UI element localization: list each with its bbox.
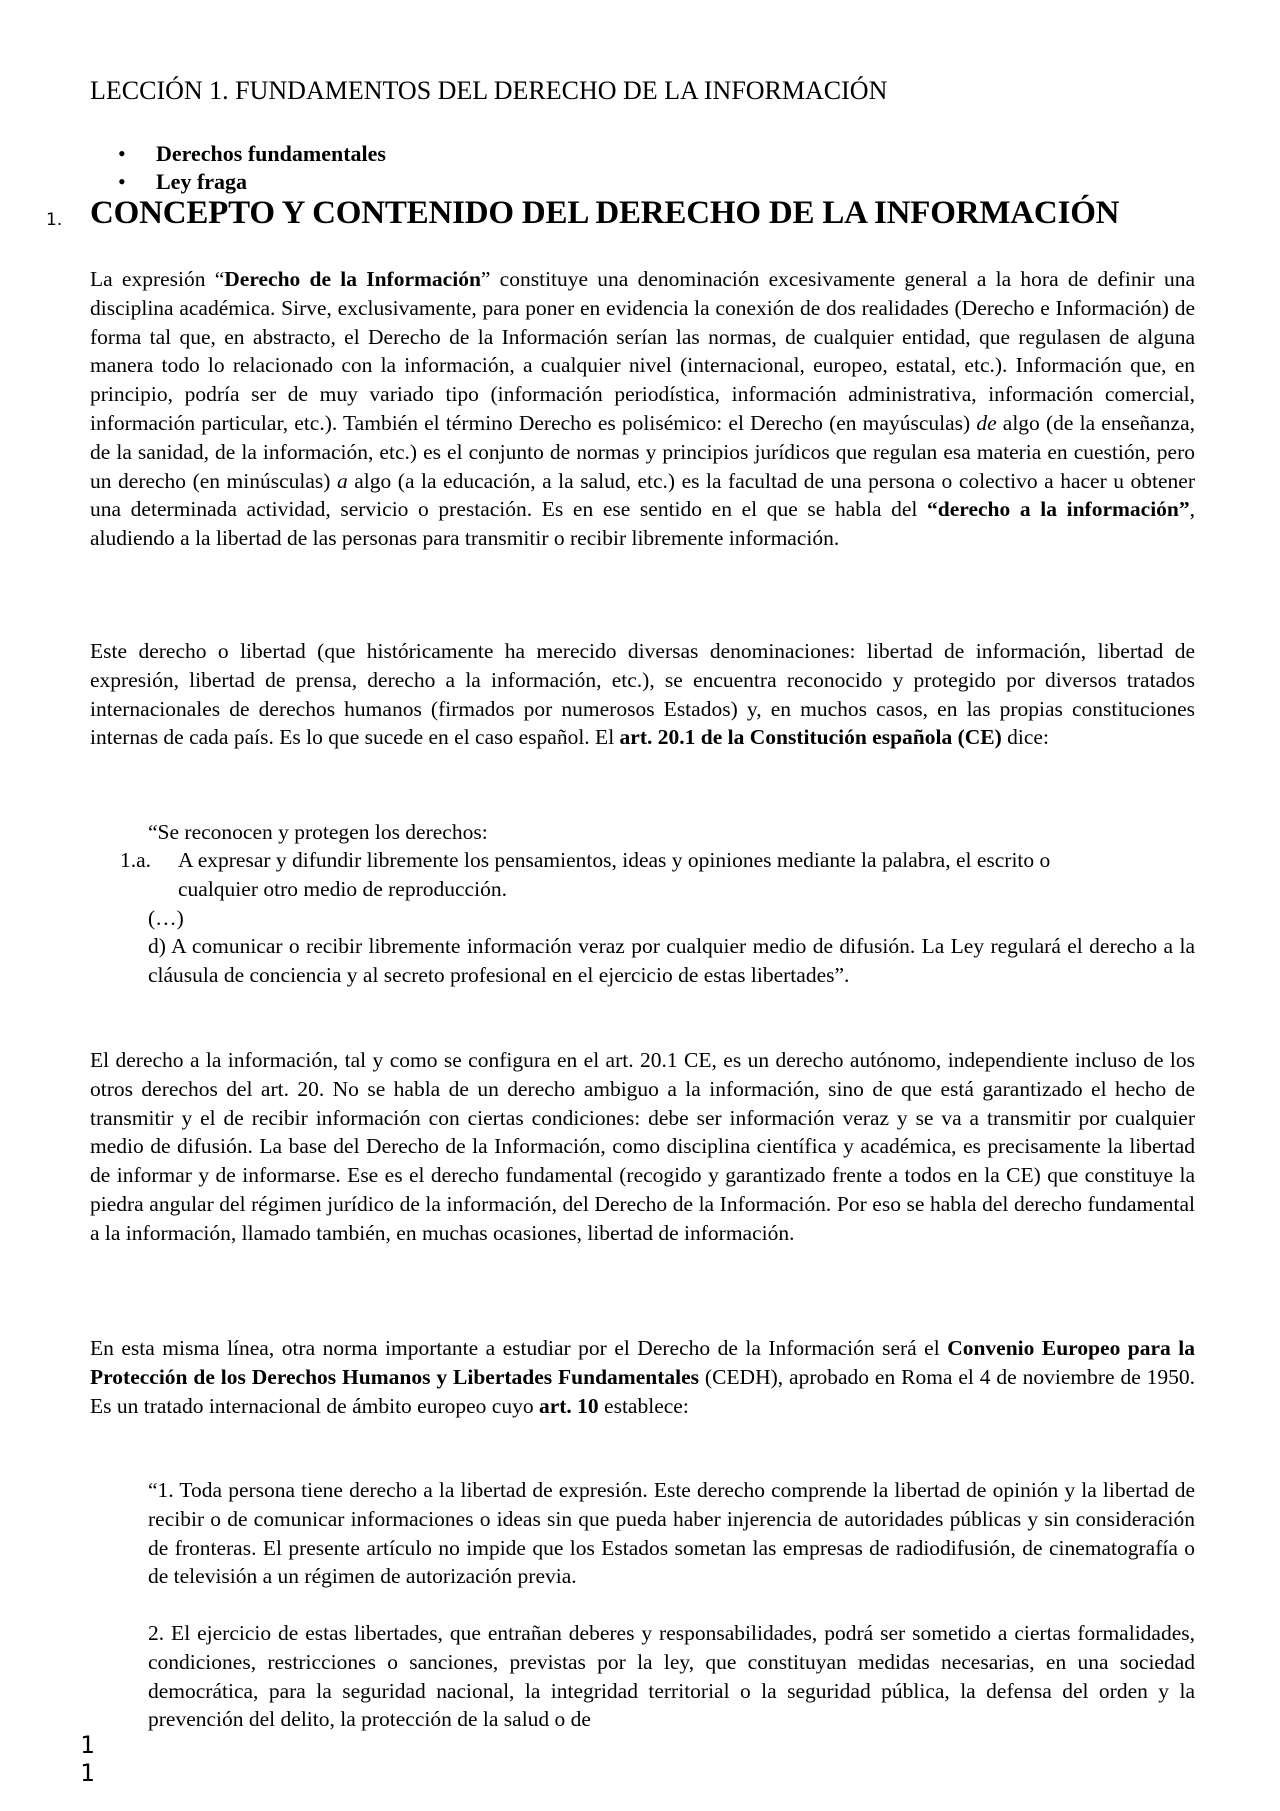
paragraph-concept: La expresión “Derecho de la Información” constituye una denominación excesivamente general a la hora de definir una disciplina académica. Sirve, exclusivamente, para poner en evidencia la conexión de dos realidades (Derecho e Información) de forma tal que, en abstracto, el Derecho de la Información serían las normas, de cualquier entidad, que regulasen de alguna manera todo lo relacionado con la información, a cualquier nivel (internacional, europeo, estatal, etc.). Información que, en principio, podría ser de muy variado tipo (información periodística, información administrativa, información comercial, información particular, etc.). También el término Derecho es polisémico: el Derecho (en mayúsculas) de algo (de la enseñanza, de la sanidad, de la información, etc.) es el conjunto de normas y principios jurídicos que regulan esa materia en cuestión, pero un derecho (en minúsculas) a algo (a la educación, a la salud, etc.) es la facultad de una persona o colectivo a hacer u obtener una determinada actividad, servicio o prestación. Es en ese sentido en el que se habla del “derecho a la información”, aludiendo a la libertad de las personas para transmitir o recibir libremente información.: [90, 267, 1196, 551]
quote-intro: “Se reconocen y protegen los derechos:: [148, 820, 488, 844]
bullet-icon: •: [118, 141, 126, 166]
list-item: [90, 140, 386, 168]
paragraph-autonomous-right: El derecho a la información, tal y como se configura en el art. 20.1 CE, es un derecho autónomo, independiente incluso de los otros derechos del art. 20. No se habla de un derecho ambiguo a la información, sino de que está garantizado el hecho de transmitir y el de recibir información con ciertas condiciones: debe ser información veraz y se va a transmitir por cualquier medio de difusión. La base del Derecho de la Información, como disciplina científica y académica, es precisamente la libertad de informar y de informarse. Ese es el derecho fundamental (recogido y garantizado frente a todos en la CE) que constituye la piedra angular del régimen jurídico de la información, del Derecho de la Información. Por eso se habla del derecho fundamental a la información, llamado también, en muchas ocasiones, libertad de información.: [90, 1048, 1195, 1245]
section-number: 1.: [46, 210, 63, 230]
section-title: CONCEPTO Y CONTENIDO DEL DERECHO DE LA INFORMACIÓN: [90, 195, 1120, 231]
bullet-label: Ley fraga: [156, 169, 248, 194]
quote-item-a: A expresar y difundir libremente los pensamientos, ideas y opiniones mediante la palabra, el escrito o cualquier otro medio de reproducción.: [178, 848, 1051, 901]
page-number: 1: [80, 1759, 95, 1787]
topic-bullet-list: [90, 140, 386, 196]
quote-ellipsis: (…): [148, 906, 184, 930]
lesson-title: LECCIÓN 1. FUNDAMENTOS DEL DERECHO DE LA INFORMACIÓN: [90, 76, 888, 105]
quote-cedh-item-2: 2. El ejercicio de estas libertades, que entrañan deberes y responsabilidades, podrá ser sometido a ciertas formalidades, condiciones, restricciones o sanciones, previstas por la ley, que constituyan medidas necesarias, en una sociedad democrática, para la seguridad nacional, la integridad territorial o la seguridad pública, la defensa del orden y la prevención del delito, la protección de la salud o de: [148, 1621, 1195, 1732]
page-number: 1: [80, 1731, 95, 1759]
bullet-label: Derechos fundamentales: [156, 141, 386, 166]
list-item: [90, 168, 386, 196]
paragraph-cedh: En esta misma línea, otra norma importante a estudiar por el Derecho de la Información será el Convenio Europeo para la Protección de los Derechos Humanos y Libertades Fundamentales (CEDH), aprobado en Roma el 4 de noviembre de 1950. Es un tratado internacional de ámbito europeo cuyo art. 10 establece:: [90, 1336, 1196, 1418]
paragraph-freedom: Este derecho o libertad (que históricamente ha merecido diversas denominaciones: libertad de información, libertad de expresión, libertad de prensa, derecho a la información, etc.), se encuentra reconocido y protegido por diversos tratados internacionales de derechos humanos (firmados por numerosos Estados) y, en muchos casos, en las propias constituciones internas de cada país. Es lo que sucede en el caso español. El art. 20.1 de la Constitución española (CE) dice:: [90, 639, 1195, 750]
bullet-icon: •: [118, 169, 126, 194]
quote-item-marker: 1.a.: [120, 848, 152, 872]
quote-cedh-item-1: “1. Toda persona tiene derecho a la libertad de expresión. Este derecho comprende la libertad de opinión y la libertad de recibir o de comunicar informaciones o ideas sin que pueda haber injerencia de autoridades públicas y sin consideración de fronteras. El presente artículo no impide que los Estados sometan las empresas de radiodifusión, de cinematografía o de televisión a un régimen de autorización previa.: [148, 1478, 1195, 1589]
quote-item-d: d) A comunicar o recibir libremente información veraz por cualquier medio de difusión. La Ley regulará el derecho a la cláusula de conciencia y al secreto profesional en el ejercicio de estas libertades”.: [148, 934, 1195, 987]
